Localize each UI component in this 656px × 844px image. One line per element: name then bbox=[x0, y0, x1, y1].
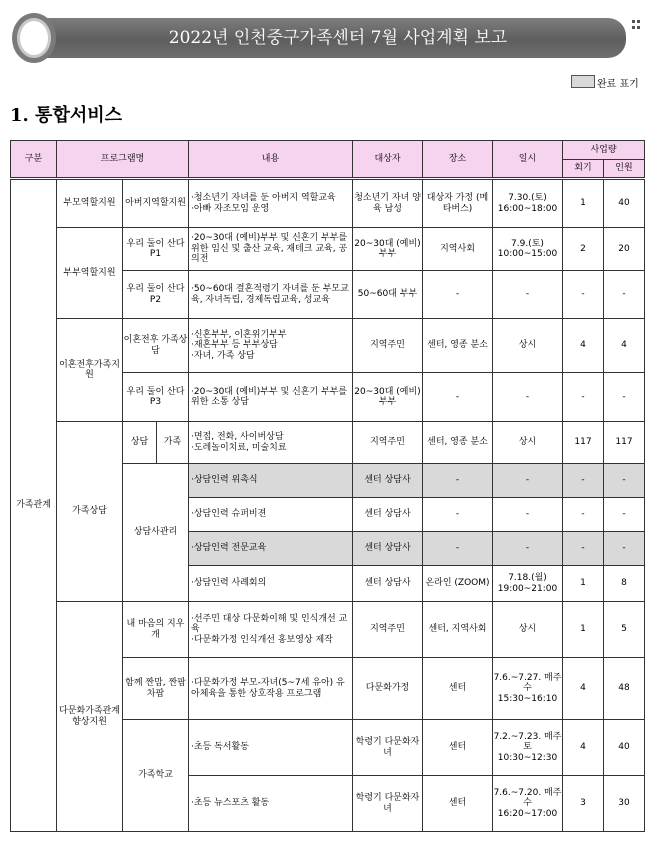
target-cell: 센터 상담사 bbox=[353, 532, 423, 566]
group-cell: 가족상담 bbox=[57, 422, 123, 602]
people-cell: 20 bbox=[604, 228, 645, 271]
target-cell: 지역주민 bbox=[353, 319, 423, 373]
table-row bbox=[11, 179, 645, 228]
date-cell: 상시 bbox=[493, 422, 563, 464]
legend-label: 완료 표기 bbox=[597, 79, 639, 90]
target-cell: 50~60대 부부 bbox=[353, 271, 423, 319]
plan-table bbox=[10, 140, 645, 832]
sessions-cell: - bbox=[563, 464, 604, 498]
content-cell: ·상담인력 위촉식 bbox=[189, 464, 353, 498]
content-cell: ·20~30대 (예비)부부 및 신혼기 부부를 위한 소통 상담 bbox=[189, 373, 353, 422]
people-cell: - bbox=[604, 532, 645, 566]
place-cell: - bbox=[423, 498, 493, 532]
content-cell: ·상담인력 사례회의 bbox=[189, 566, 353, 602]
header-sessions: 회기 bbox=[563, 160, 604, 179]
table-row bbox=[11, 319, 645, 373]
header-place: 장소 bbox=[423, 141, 493, 179]
place-cell: 센터 bbox=[423, 658, 493, 720]
people-cell: 40 bbox=[604, 179, 645, 228]
date-cell: 7.2.~7.23. 매주 토 10:30~12:30 bbox=[493, 720, 563, 776]
date-cell: 7.30.(토) 16:00~18:00 bbox=[493, 179, 563, 228]
place-cell: 센터, 영종 분소 bbox=[423, 422, 493, 464]
people-cell: 8 bbox=[604, 566, 645, 602]
content-cell: ·초등 뉴스포츠 활동 bbox=[189, 776, 353, 832]
people-cell: 30 bbox=[604, 776, 645, 832]
sessions-cell: 1 bbox=[563, 566, 604, 602]
target-cell: 청소년기 자녀 양육 남성 bbox=[353, 179, 423, 228]
program-cell: 우리 둘이 산다 P1 bbox=[123, 228, 189, 271]
date-cell: 상시 bbox=[493, 602, 563, 658]
sessions-cell: - bbox=[563, 271, 604, 319]
table-row bbox=[11, 602, 645, 658]
target-cell: 센터 상담사 bbox=[353, 566, 423, 602]
content-cell: ·신혼부부, 이혼위기부부 ·재혼부부 등 부부상담 ·자녀, 가족 상담 bbox=[189, 319, 353, 373]
section-title: 1. 통합서비스 bbox=[10, 105, 122, 126]
header-banner bbox=[8, 10, 648, 62]
header-category: 구분 bbox=[11, 141, 57, 179]
place-cell: - bbox=[423, 532, 493, 566]
subgroup-cell: 상담 bbox=[123, 422, 157, 464]
table-row bbox=[11, 228, 645, 271]
sessions-cell: 2 bbox=[563, 228, 604, 271]
header-program: 프로그램명 bbox=[57, 141, 189, 179]
sessions-cell: 1 bbox=[563, 602, 604, 658]
people-cell: 40 bbox=[604, 720, 645, 776]
content-cell: ·면접, 전화, 사이버상담 ·도레놀이치료, 미술치료 bbox=[189, 422, 353, 464]
header-people: 인원 bbox=[604, 160, 645, 179]
header-content: 내용 bbox=[189, 141, 353, 179]
date-cell: 7.18.(월) 19:00~21:00 bbox=[493, 566, 563, 602]
people-cell: - bbox=[604, 373, 645, 422]
target-cell: 센터 상담사 bbox=[353, 498, 423, 532]
target-cell: 학령기 다문화자녀 bbox=[353, 720, 423, 776]
place-cell: 센터 bbox=[423, 776, 493, 832]
group-cell: 이혼전후가족지원 bbox=[57, 319, 123, 422]
group-cell: 부모역할지원 bbox=[57, 179, 123, 228]
sessions-cell: 4 bbox=[563, 319, 604, 373]
content-cell: ·상담인력 슈퍼비젼 bbox=[189, 498, 353, 532]
category-cell: 가족관계 bbox=[11, 179, 57, 832]
banner-circle-ornament bbox=[12, 13, 56, 63]
content-cell: ·상담인력 전문교육 bbox=[189, 532, 353, 566]
sessions-cell: 117 bbox=[563, 422, 604, 464]
people-cell: 4 bbox=[604, 319, 645, 373]
legend-swatch bbox=[571, 75, 595, 88]
content-cell: ·선주민 대상 다문화이해 및 인식개선 교육 ·다문화가정 인식개선 홍보영상 제작 bbox=[189, 602, 353, 658]
target-cell: 학령기 다문화자녀 bbox=[353, 776, 423, 832]
program-cell: 내 마음의 지우개 bbox=[123, 602, 189, 658]
header-volume: 사업량 bbox=[563, 141, 645, 160]
people-cell: - bbox=[604, 271, 645, 319]
sessions-cell: - bbox=[563, 373, 604, 422]
sessions-cell: 1 bbox=[563, 179, 604, 228]
table-row bbox=[11, 422, 645, 464]
subgroup-cell: 가족 bbox=[157, 422, 189, 464]
date-cell: - bbox=[493, 464, 563, 498]
place-cell: 센터 bbox=[423, 720, 493, 776]
header-date: 일시 bbox=[493, 141, 563, 179]
target-cell: 지역주민 bbox=[353, 602, 423, 658]
program-cell: 함께 짠맘, 짠팝 차팝 bbox=[123, 658, 189, 720]
target-cell: 20~30대 (예비)부부 bbox=[353, 373, 423, 422]
program-cell: 우리 둘이 산다 P2 bbox=[123, 271, 189, 319]
group-cell: 다문화가족관계향상지원 bbox=[57, 602, 123, 832]
program-cell: 아버지역할지원 bbox=[123, 179, 189, 228]
header-target: 대상자 bbox=[353, 141, 423, 179]
subgroup-cell: 상담사관리 bbox=[123, 464, 189, 602]
date-cell: - bbox=[493, 498, 563, 532]
date-cell: - bbox=[493, 532, 563, 566]
content-cell: ·50~60대 결혼적령기 자녀를 둔 부모교육, 자녀독립, 경제독립교육, 성교육 bbox=[189, 271, 353, 319]
date-cell: 7.6.~7.27. 매주 수 15:30~16:10 bbox=[493, 658, 563, 720]
program-cell: 이혼전후 가족상담 bbox=[123, 319, 189, 373]
content-cell: ·청소년기 자녀를 둔 아버지 역할교육 ·아빠 자조모임 운영 bbox=[189, 179, 353, 228]
place-cell: 지역사회 bbox=[423, 228, 493, 271]
sessions-cell: 4 bbox=[563, 720, 604, 776]
place-cell: 온라인 (ZOOM) bbox=[423, 566, 493, 602]
people-cell: - bbox=[604, 464, 645, 498]
sessions-cell: 4 bbox=[563, 658, 604, 720]
people-cell: - bbox=[604, 498, 645, 532]
date-cell: 7.6.~7.20. 매주 수 16:20~17:00 bbox=[493, 776, 563, 832]
target-cell: 20~30대 (예비)부부 bbox=[353, 228, 423, 271]
place-cell: 대상자 가정 (메타버스) bbox=[423, 179, 493, 228]
target-cell: 다문화가정 bbox=[353, 658, 423, 720]
date-cell: - bbox=[493, 271, 563, 319]
place-cell: - bbox=[423, 373, 493, 422]
content-cell: ·다문화가정 부모-자녀(5~7세 유아) 유아체육을 통한 상호작용 프로그램 bbox=[189, 658, 353, 720]
people-cell: 117 bbox=[604, 422, 645, 464]
page-title: 2022년 인천중구가족센터 7월 사업계획 보고 bbox=[168, 28, 508, 48]
sessions-cell: 3 bbox=[563, 776, 604, 832]
sessions-cell: - bbox=[563, 498, 604, 532]
place-cell: 센터, 영종 분소 bbox=[423, 319, 493, 373]
content-cell: ·20~30대 (예비)부부 및 신혼기 부부를 위한 임신 및 출산 교육, 재테크 교육, 공의전 bbox=[189, 228, 353, 271]
place-cell: - bbox=[423, 271, 493, 319]
date-cell: 7.9.(토) 10:00~15:00 bbox=[493, 228, 563, 271]
content-cell: ·초등 독서활동 bbox=[189, 720, 353, 776]
group-cell: 부부역할지원 bbox=[57, 228, 123, 319]
target-cell: 센터 상담사 bbox=[353, 464, 423, 498]
people-cell: 5 bbox=[604, 602, 645, 658]
place-cell: - bbox=[423, 464, 493, 498]
date-cell: - bbox=[493, 373, 563, 422]
people-cell: 48 bbox=[604, 658, 645, 720]
program-cell: 우리 둘이 산다 P3 bbox=[123, 373, 189, 422]
target-cell: 지역주민 bbox=[353, 422, 423, 464]
place-cell: 센터, 지역사회 bbox=[423, 602, 493, 658]
subgroup-cell: 가족학교 bbox=[123, 720, 189, 832]
sessions-cell: - bbox=[563, 532, 604, 566]
date-cell: 상시 bbox=[493, 319, 563, 373]
banner-dots-icon bbox=[632, 20, 642, 40]
